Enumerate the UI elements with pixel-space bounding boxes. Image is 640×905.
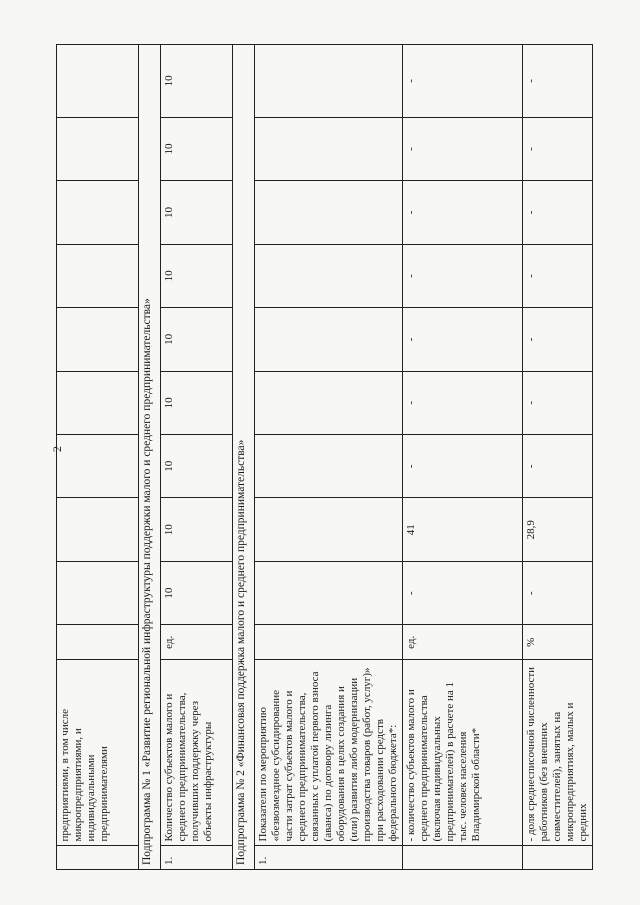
value-cell: 10 xyxy=(161,181,233,244)
table-row xyxy=(57,45,139,870)
value-cell xyxy=(255,308,403,371)
row-number: 1. xyxy=(255,846,403,870)
unit-cell xyxy=(57,625,139,660)
indicator-name: Показатели по мероприятию «безвозмездное субсидирование части затрат субъектов малого и среднего предпринимательства, связанных с уплатой первого взноса (аванса) по договору лизинга оборудования в целях создания и (или) развития либо модернизации производства товаров (работ, услуг)» при расходовании средств федерального бюджета*: xyxy=(255,660,403,846)
value-cell xyxy=(255,561,403,624)
value-cell xyxy=(57,561,139,624)
value-cell: - xyxy=(523,371,593,434)
row-number xyxy=(57,846,139,870)
value-cell: - xyxy=(403,181,523,244)
subprogram-2-title: Подпрограмма № 2 «Финансовая поддержка малого и среднего предпринимательства» xyxy=(233,45,255,870)
value-cell: - xyxy=(403,435,523,498)
indicator-name: - доля среднесписочной численности работников (без внешних совместителей), занятых на микропредприятиях, малых и средних xyxy=(523,660,593,846)
value-cell: 41 xyxy=(403,498,523,561)
value-cell: - xyxy=(523,181,593,244)
row-number xyxy=(523,846,593,870)
value-cell: 10 xyxy=(161,308,233,371)
value-cell xyxy=(255,117,403,180)
value-cell: - xyxy=(523,117,593,180)
value-cell xyxy=(255,371,403,434)
unit-cell: % xyxy=(523,625,593,660)
value-cell xyxy=(255,181,403,244)
value-cell: 10 xyxy=(161,371,233,434)
value-cell: 10 xyxy=(161,561,233,624)
indicator-table xyxy=(56,44,593,870)
value-cell: - xyxy=(523,244,593,307)
value-cell: - xyxy=(403,45,523,118)
value-cell xyxy=(57,308,139,371)
subprogram-row xyxy=(233,45,255,870)
value-cell: - xyxy=(403,308,523,371)
page-number: 2 xyxy=(50,446,64,452)
value-cell: 10 xyxy=(161,117,233,180)
value-cell xyxy=(57,117,139,180)
value-cell: - xyxy=(523,561,593,624)
subprogram-row xyxy=(139,45,161,870)
rotated-page xyxy=(56,44,590,870)
unit-cell: ед. xyxy=(161,625,233,660)
value-cell xyxy=(57,45,139,118)
table-row xyxy=(403,45,523,870)
value-cell: - xyxy=(403,117,523,180)
value-cell: 10 xyxy=(161,244,233,307)
value-cell: - xyxy=(403,244,523,307)
value-cell xyxy=(57,181,139,244)
indicator-name: Количество субъектов малого и среднего предпринимательства, получивших поддержку через объекты инфраструктуры xyxy=(161,660,233,846)
value-cell: - xyxy=(523,435,593,498)
unit-cell: ед. xyxy=(403,625,523,660)
table-row xyxy=(161,45,233,870)
value-cell: 10 xyxy=(161,498,233,561)
value-cell: 10 xyxy=(161,435,233,498)
value-cell: 28,9 xyxy=(523,498,593,561)
row-number: 1. xyxy=(161,846,233,870)
value-cell: 10 xyxy=(161,45,233,118)
value-cell: - xyxy=(403,371,523,434)
subprogram-1-title: Подпрограмма № 1 «Развитие региональной инфраструктуры поддержки малого и среднего предпринимательства» xyxy=(139,45,161,870)
unit-cell xyxy=(255,625,403,660)
value-cell: - xyxy=(523,45,593,118)
value-cell xyxy=(255,498,403,561)
value-cell xyxy=(255,45,403,118)
value-cell: - xyxy=(403,561,523,624)
indicator-name: - количество субъектов малого и среднего предпринимательства (включая индивидуальных предпринимателей) в расчете на 1 тыс. человек населения Владимирской области* xyxy=(403,660,523,846)
table-row xyxy=(255,45,403,870)
value-cell xyxy=(57,435,139,498)
value-cell xyxy=(57,244,139,307)
value-cell xyxy=(255,435,403,498)
indicator-name: предприятиями, в том числе микропредприятиями, и индивидуальными предпринимателями xyxy=(57,660,139,846)
value-cell: - xyxy=(523,308,593,371)
table-row xyxy=(523,45,593,870)
value-cell xyxy=(255,244,403,307)
value-cell xyxy=(57,498,139,561)
value-cell xyxy=(57,371,139,434)
row-number xyxy=(403,846,523,870)
